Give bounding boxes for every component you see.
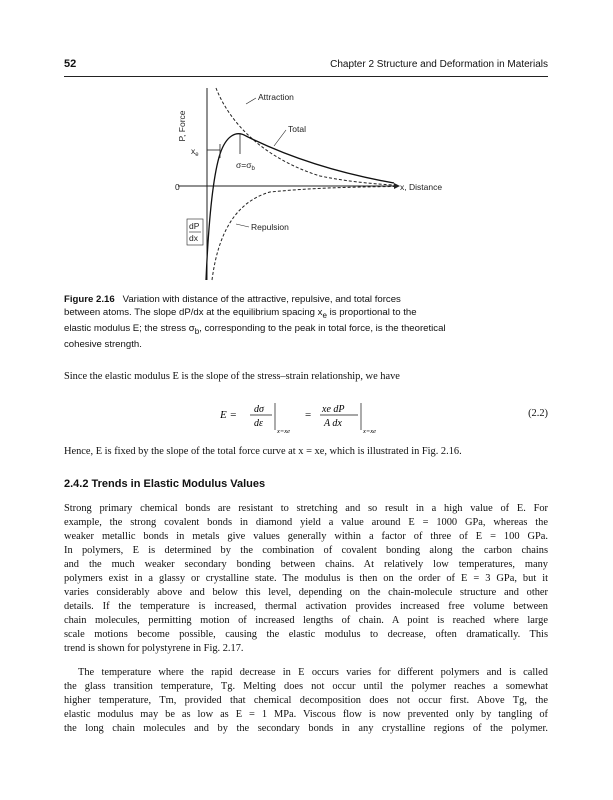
repulsion-leader xyxy=(236,224,249,227)
repulsion-curve xyxy=(212,187,394,281)
paragraph-glass-transition xyxy=(64,666,548,736)
text-line: varies considerably above and below this level, depending on the chain-molecule structure and other xyxy=(64,587,548,598)
paragraph-modulus-intro: Since the elastic modulus E is the slope of the stress–strain relationship, we have xyxy=(64,371,400,382)
eq-frac1-num: dσ xyxy=(254,404,264,415)
page-header xyxy=(64,58,548,77)
text-line: Strong primary chemical bonds are resistant to stretching and so result in a high value of E. For xyxy=(64,503,548,514)
force-curve-diagram xyxy=(160,84,460,284)
figure-label: Figure 2.16 xyxy=(64,294,115,305)
attraction-leader xyxy=(246,98,256,104)
equation-number: (2.2) xyxy=(528,408,548,419)
force-axis-label: P, Force xyxy=(177,110,187,142)
caption-line-3: elastic modulus E; the stress σ xyxy=(64,322,195,334)
figure-caption: Figure 2.16 Variation with distance of the attractive, repulsive, and total forces between atoms. The slope dP/dx at the equilibrium spacing $x_e$ is proportional to the elastic modulus E; the stress $\sigma_b$, corresponding to the peak in total force, is the theoretical cohesive strength. xyxy=(64,294,446,350)
attraction-curve xyxy=(216,88,394,185)
attraction-label: Attraction xyxy=(258,92,294,102)
slope-denominator: dx xyxy=(189,233,198,243)
text-line: details. If the temperature is increased, thermal activation provides increased free volume between xyxy=(64,601,548,612)
equation-2-2 xyxy=(220,398,548,438)
text-line: elastic modulus may be as low as E = 1 MPa. Viscous flow is now prevented only by tangling of xyxy=(64,709,548,720)
eq-eval-1: x=xe xyxy=(277,428,291,435)
eq-frac2-den: A dx xyxy=(324,418,342,429)
eq-frac2-num: xe dP xyxy=(322,404,345,415)
text-line: the long chain molecules and by the secondary bonds in any crystalline regions of the polymer. xyxy=(64,723,548,734)
distance-axis-label: x, Distance xyxy=(400,182,443,192)
xe-label: $x_e$ xyxy=(191,146,199,158)
text-line: and the much weaker secondary bonding between chains. At relatively low temperatures, many xyxy=(64,559,548,570)
text-line: scale motions become possible, causing the elastic modulus to decrease, often dramatically. This xyxy=(64,629,548,640)
text-line: polymers exist in a glassy or crystalline state. The modulus is then on the order of E = 3 GPa, but it xyxy=(64,573,548,584)
origin-label: 0 xyxy=(175,182,180,192)
page-number: 52 xyxy=(64,58,77,70)
section-heading: 2.4.2 Trends in Elastic Modulus Values xyxy=(64,478,266,490)
eq-frac1-den: dε xyxy=(254,418,263,429)
text-line: chain molecules, permitting motion of increased lengths of chain. A point is reached where large xyxy=(64,615,548,626)
equation-graphic xyxy=(220,398,480,438)
paragraph-hence: Hence, E is fixed by the slope of the total force curve at x = xe, which is illustrated in Fig. 2.16. xyxy=(64,446,462,457)
total-label: Total xyxy=(288,124,306,134)
text-line: weaker metallic bonds in metals give values generally within a factor of three of E = 100 GPa. xyxy=(64,531,548,542)
force-distance-figure xyxy=(160,84,460,284)
chapter-title: Chapter 2 Structure and Deformation in Materials xyxy=(330,59,548,70)
eq-equals: = xyxy=(305,409,312,421)
eq-lhs: E = xyxy=(220,409,237,421)
eq-eval-2: x=xe xyxy=(363,428,377,435)
text-line: trend is shown for polystyrene in Fig. 2.17. xyxy=(64,643,244,654)
caption-line-1: Variation with distance of the attractive, repulsive, and total forces xyxy=(122,294,401,305)
paragraph-trends xyxy=(64,502,548,656)
total-curve xyxy=(206,134,394,280)
total-leader xyxy=(274,130,286,146)
text-line: The temperature where the rapid decrease in E occurs varies for different polymers and is called xyxy=(78,667,548,678)
sigma-b-label: $\sigma=\sigma_b$ xyxy=(236,160,255,172)
text-line: example, the strong covalent bonds in diamond yield a value around E = 1000 GPa, whereas the xyxy=(64,517,548,528)
slope-numerator: dP xyxy=(189,221,200,231)
text-line: higher temperature, Tm, provided that chemical decomposition does not occur first. Above Tg, the xyxy=(64,695,548,706)
repulsion-label: Repulsion xyxy=(251,222,289,232)
caption-line-4: cohesive strength. xyxy=(64,338,142,350)
caption-line-2: between atoms. The slope dP/dx at the equilibrium spacing x xyxy=(64,307,323,318)
text-line: the glass transition temperature, Tg. Melting does not occur until the polymer reaches a somewhat xyxy=(64,681,548,692)
text-line: In polymers, E is determined by the combination of covalent bonding along the carbon chains xyxy=(64,545,548,556)
